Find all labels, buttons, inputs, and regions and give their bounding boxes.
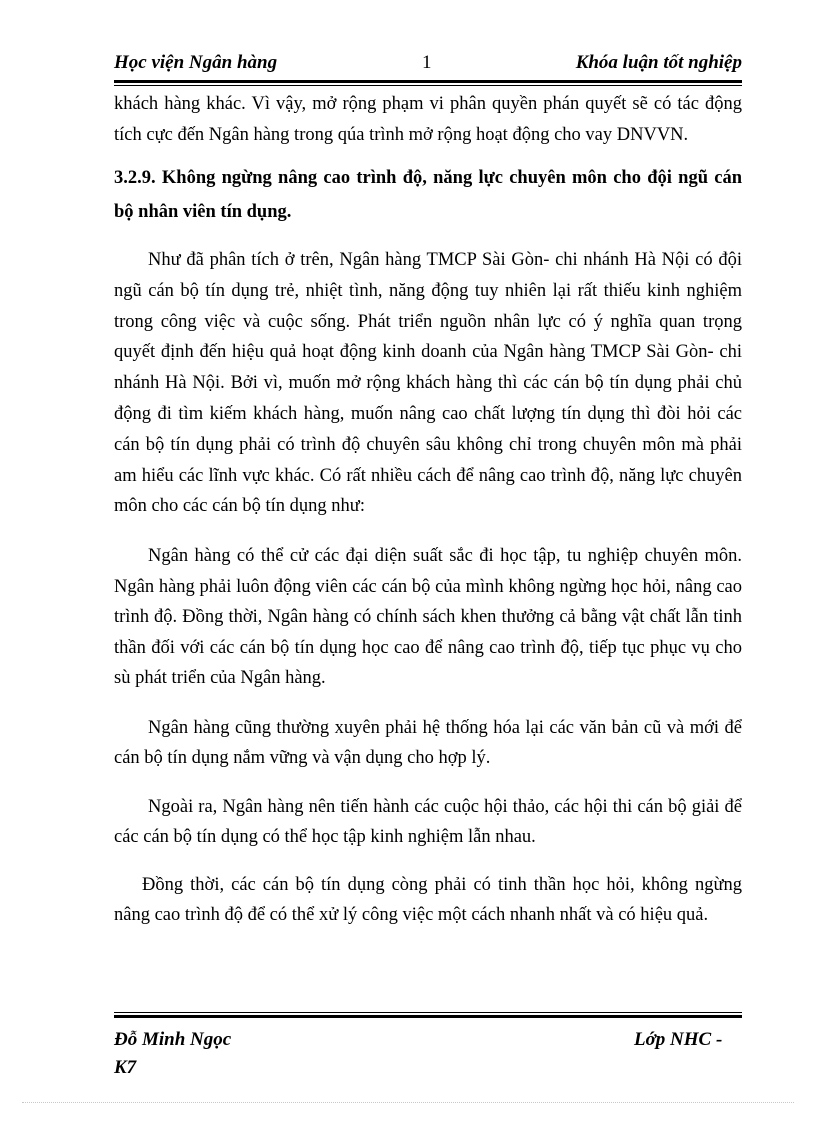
footer-rule-thin	[114, 1012, 742, 1013]
footer-rule-thick	[114, 1015, 742, 1018]
page-number: 1	[422, 52, 432, 73]
header-rule-thin	[114, 85, 742, 86]
body-paragraph-continuation: khách hàng khác. Vì vậy, mở rộng phạm vi phân quyền phán quyết sẽ có tác động tích cực đến Ngân hàng trong qúa trình mở rộng hoạt động cho vay DNVVN.	[114, 94, 742, 145]
header-rule-thick	[114, 80, 742, 83]
body-paragraph: Như đã phân tích ở trên, Ngân hàng TMCP Sài Gòn- chi nhánh Hà Nội có đội ngũ cán bộ tín dụng trẻ, nhiệt tình, năng động tuy nhiên lại rất thiếu kinh nghiệm trong công việc và cuộc sống. Phát triển nguồn nhân lực có ý nghĩa quan trọng quyết định đến hiệu quả hoạt động kinh doanh của Ngân hàng TMCP Sài Gòn- chi nhánh Hà Nội. Bởi vì, muốn mở rộng khách hàng thì các cán bộ tín dụng phải chủ động đi tìm kiếm khách hàng, muốn nâng cao chất lượng tín dụng thì đòi hỏi các cán bộ tín dụng phải có trình độ chuyên sâu không chỉ trong chuyên môn mà phải am hiểu các lĩnh vực khác. Có rất nhiều cách để nâng cao trình độ, năng lực chuyên môn cho các cán bộ tín dụng như:	[114, 250, 742, 517]
page-header	[114, 50, 742, 80]
footer-author: Đỗ Minh Ngọc K7	[114, 1029, 232, 1078]
section-heading: 3.2.9. Không ngừng nâng cao trình độ, năng lực chuyên môn cho đội ngũ cán bộ nhân viên tín dụng.	[114, 168, 742, 222]
body-paragraph: Đồng thời, các cán bộ tín dụng còng phải có tinh thần học hỏi, không ngừng nâng cao trình độ để có thể xử lý công việc một cách nhanh nhất và có hiệu quả.	[114, 874, 742, 926]
page-boundary-line	[22, 1102, 794, 1103]
footer-class: Lớp NHC -	[634, 1029, 723, 1050]
header-institution: Học viện Ngân hàng	[114, 52, 278, 73]
body-paragraph: Ngân hàng cũng thường xuyên phải hệ thống hóa lại các văn bản cũ và mới để cán bộ tín dụng nắm vững và vận dụng cho hợp lý.	[114, 717, 742, 769]
body-paragraph: Ngân hàng có thể cử các đại diện suất sắc đi học tập, tu nghiệp chuyên môn. Ngân hàng phải luôn động viên các cán bộ của mình không ngừng học hỏi, nâng cao trình độ. Đồng thời, Ngân hàng có chính sách khen thưởng cả bằng vật chất lẫn tinh thần đối với các cán bộ tín dụng học cao để nâng cao trình độ, tiếp tục phục vụ cho sù phát triển của Ngân hàng.	[114, 546, 742, 689]
body-paragraph: Ngoài ra, Ngân hàng nên tiến hành các cuộc hội thảo, các hội thi cán bộ giải để các cán bộ tín dụng có thể học tập kinh nghiệm lẫn nhau.	[114, 796, 742, 848]
page-body	[114, 89, 742, 931]
header-document-type: Khóa luận tốt nghiệp	[575, 52, 742, 73]
